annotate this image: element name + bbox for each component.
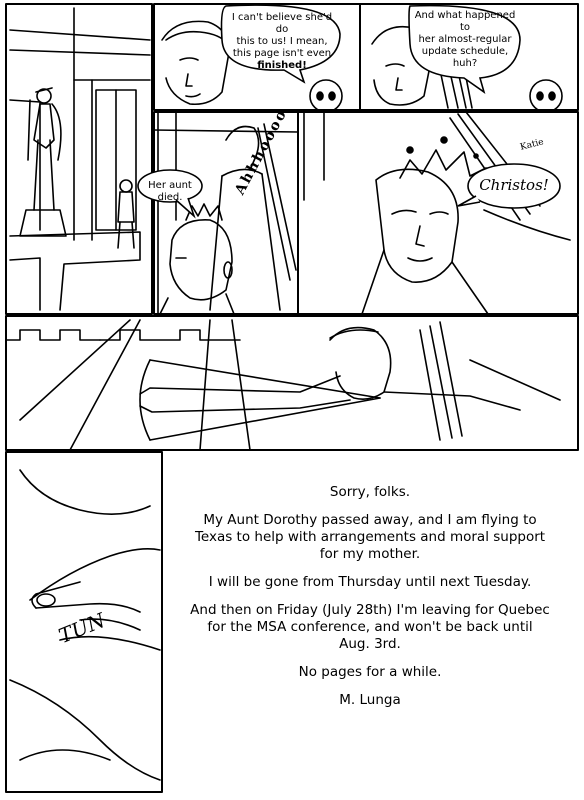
bubble-1-line-4: finished!: [257, 60, 307, 71]
bubble-2-line-4: huh?: [452, 58, 478, 69]
artist-signature: Katie: [519, 137, 545, 153]
bubble-2-line-2: her almost-regular: [418, 34, 512, 45]
note-paragraph-2: [168, 512, 572, 563]
speech-bubble-2: [410, 10, 520, 70]
hand-lettering-mark: TUN: [55, 607, 109, 649]
note-p2-line-1: My Aunt Dorothy passed away, and I am flying to: [203, 512, 537, 528]
bubble-4-tail: [458, 196, 480, 206]
bubble-1-line-3: this page isn't even: [232, 48, 332, 59]
note-paragraph-5: No pages for a while.: [298, 664, 442, 680]
note-p2-line-3: for my mother.: [319, 546, 421, 562]
bubble-2-line-1: And what happened to: [414, 10, 516, 33]
speech-bubble-4: [468, 176, 560, 194]
note-p2-line-2: Texas to help with arrangements and moral support: [194, 529, 546, 545]
bubble-1-line-2: this to us! I mean,: [236, 36, 328, 47]
note-greeting: Sorry, folks.: [329, 484, 411, 500]
note-p4-line-2: for the MSA conference, and won't be back until: [207, 619, 533, 635]
note-p4-line-1: And then on Friday (July 28th) I'm leaving for Quebec: [190, 602, 550, 618]
speech-bubble-1: [226, 12, 338, 72]
note-signature: M. Lunga: [339, 692, 401, 708]
bubble-3-text: Her aunt died.: [148, 180, 192, 203]
bubble-4-text: Christos!: [479, 176, 549, 194]
bubble-2-line-3: update schedule,: [421, 46, 509, 57]
sound-effect-cheer: Ahhhoooo: [232, 106, 291, 198]
note-paragraph-4: [168, 602, 572, 653]
author-note: [168, 484, 572, 720]
note-p4-line-3: Aug. 3rd.: [339, 636, 401, 652]
speech-bubble-3: [140, 180, 200, 204]
note-paragraph-3: I will be gone from Thursday until next Tuesday.: [208, 574, 532, 590]
bubble-1-line-1: I can't believe she'd do: [231, 12, 333, 35]
